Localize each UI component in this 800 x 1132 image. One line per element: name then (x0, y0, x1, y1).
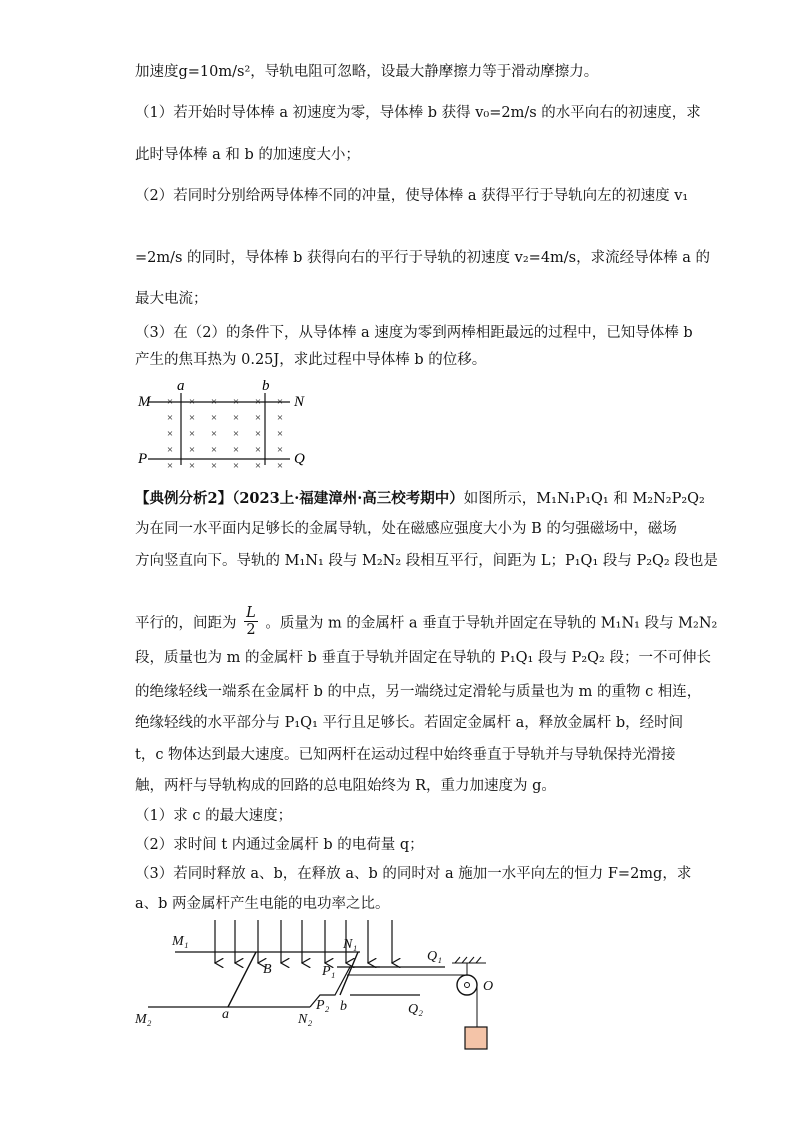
label-a: a (222, 1007, 229, 1022)
label-M2: M₂ (135, 1012, 152, 1027)
label-O: O (483, 979, 494, 994)
rod-a (228, 952, 256, 1007)
field-cross: × (276, 412, 284, 424)
problem1-q2-line2: =2m/s 的同时，导体棒 b 获得向右的平行于导轨的初速度 v₂=4m/s，求流经导体棒 a 的 (135, 250, 710, 266)
fraction-L-over-2 (244, 605, 258, 638)
problem1-q3-line2: 产生的焦耳热为 0.25J，求此过程中导体棒 b 的位移。 (135, 352, 487, 368)
problem2-line4 (135, 607, 717, 640)
label-b: b (340, 999, 347, 1014)
problem1-q1-line2: 此时导体棒 a 和 b 的加速度大小； (135, 147, 360, 163)
magnetic-field-marks (167, 396, 283, 472)
metal-rails (148, 952, 445, 1007)
problem2-line1 (135, 489, 705, 509)
field-cross: × (254, 396, 262, 408)
field-cross: × (210, 428, 218, 440)
problem2-line4-pre: 平行的，间距为 (135, 615, 237, 632)
label-P: P (138, 451, 148, 467)
label-M: M (138, 394, 151, 410)
problem2-q1: （1）求 c 的最大速度； (135, 808, 293, 824)
label-N1: N₁ (343, 937, 358, 952)
pulley-support (452, 957, 486, 975)
fraction-denominator: 2 (246, 622, 256, 638)
problem2-line8: t，c 物体达到最大速度。已知两杆在运动过程中始终垂直于导轨并与导轨保持光滑接 (135, 747, 676, 763)
field-cross: × (276, 444, 284, 456)
field-cross: × (232, 428, 240, 440)
label-P1: P₁ (322, 964, 336, 979)
label-b: b (262, 378, 270, 394)
field-cross: × (254, 428, 262, 440)
field-cross: × (166, 412, 174, 424)
problem2-q3-line2: a、b 两金属杆产生电能的电功率之比。 (135, 896, 390, 912)
field-cross: × (232, 412, 240, 424)
field-cross: × (276, 396, 284, 408)
field-cross: × (166, 428, 174, 440)
field-cross: × (188, 444, 196, 456)
problem2-line4-post: 。质量为 m 的金属杆 a 垂直于导轨并固定在导轨的 M₁N₁ 段与 M₂N₂ (265, 615, 718, 632)
field-cross: × (210, 444, 218, 456)
problem2-line6: 的绝缘轻线一端系在金属杆 b 的中点，另一端绕过定滑轮与质量也为 m 的重物 c 相连， (135, 684, 702, 700)
problem2-q3-line1: （3）若同时释放 a、b，在释放 a、b 的同时对 a 施加一水平向左的恒力 F=2mg，求 (135, 866, 692, 882)
label-M1: M₁ (172, 934, 189, 949)
problem1-q2-line3: 最大电流； (135, 291, 208, 307)
problem1-q2-line1: （2）若同时分别给两导体棒不同的冲量，使导体棒 a 获得平行于导轨向左的初速度 v₁ (135, 188, 689, 204)
problem2-figure (130, 915, 530, 1065)
problem1-intro: 加速度g=10m/s²，导轨电阻可忽略，设最大静摩擦力等于滑动摩擦力。 (135, 64, 599, 80)
label-Q1: Q₁ (427, 949, 442, 964)
problem2-line7: 绝缘轻线的水平部分与 P₁Q₁ 平行且足够长。若固定金属杆 a，释放金属杆 b，经时间 (135, 715, 684, 731)
field-cross: × (254, 412, 262, 424)
problem2-heading: 【典例分析2】 (135, 490, 233, 507)
weight-c (465, 1027, 487, 1049)
problem2-q2: （2）求时间 t 内通过金属杆 b 的电荷量 q； (135, 837, 424, 853)
field-cross: × (166, 460, 174, 472)
field-cross: × (210, 412, 218, 424)
label-a: a (177, 378, 185, 394)
field-cross: × (166, 396, 174, 408)
field-cross: × (188, 412, 196, 424)
field-cross: × (188, 396, 196, 408)
field-cross: × (166, 444, 174, 456)
label-Q: Q (294, 451, 305, 467)
field-cross: × (188, 428, 196, 440)
field-cross: × (254, 460, 262, 472)
rod-b (340, 952, 358, 995)
field-cross: × (232, 444, 240, 456)
field-cross: × (188, 460, 196, 472)
label-B: B (263, 962, 272, 977)
field-cross: × (210, 460, 218, 472)
pulley (457, 975, 477, 995)
field-cross: × (210, 396, 218, 408)
problem2-line2: 为在同一水平面内足够长的金属导轨，处在磁感应强度大小为 B 的匀强磁场中，磁场 (135, 521, 677, 537)
field-cross: × (276, 428, 284, 440)
problem2-source: （2023上·福建漳州·高三校考期中） (232, 490, 464, 507)
label-N2: N₂ (298, 1012, 313, 1027)
label-Q2: Q₂ (408, 1002, 423, 1017)
field-cross: × (232, 460, 240, 472)
problem2-line9: 触，两杆与导轨构成的回路的总电阻始终为 R，重力加速度为 g。 (135, 778, 556, 794)
label-P2: P₂ (316, 998, 330, 1013)
problem2-text-1: 如图所示，M₁N₁P₁Q₁ 和 M₂N₂P₂Q₂ (463, 491, 705, 507)
field-cross: × (232, 396, 240, 408)
problem1-figure (130, 375, 330, 475)
problem2-line5: 段，质量也为 m 的金属杆 b 垂直于导轨并固定在导轨的 P₁Q₁ 段与 P₂Q₂ 段；一不可伸长 (135, 650, 711, 666)
problem1-q3-line1: （3）在（2）的条件下，从导体棒 a 速度为零到两棒相距最远的过程中，已知导体棒 b (135, 325, 693, 341)
magnetic-field-arrows (215, 920, 392, 963)
fraction-numerator: L (246, 605, 256, 621)
field-cross: × (276, 460, 284, 472)
label-N: N (294, 394, 305, 410)
field-cross: × (254, 444, 262, 456)
problem1-q1-line1: （1）若开始时导体棒 a 初速度为零，导体棒 b 获得 v₀=2m/s 的水平向右的初速度，求 (135, 105, 701, 121)
problem2-line3: 方向竖直向下。导轨的 M₁N₁ 段与 M₂N₂ 段相互平行，间距为 L；P₁Q₁ 段与 P₂Q₂ 段也是 (135, 553, 718, 569)
